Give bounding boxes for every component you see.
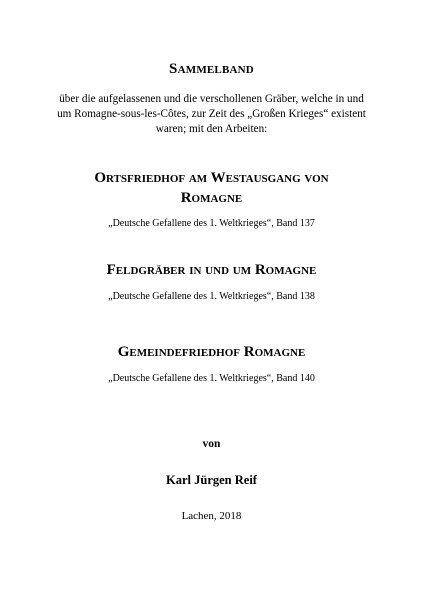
work-3-series: „Deutsche Gefallene des 1. Weltkrieges“, Band 140	[108, 373, 315, 384]
intro-line-2: um Romagne-sous-les-Côtes, zur Zeit des „Großen Krieges“ existent	[57, 108, 366, 120]
work-2-title: Feldgräber in und um Romagne	[106, 262, 317, 278]
intro-line-1: über die aufgelassenen und die verschollenen Gräber, welche in und	[59, 93, 364, 105]
work-2-series: „Deutsche Gefallene des 1. Weltkrieges“, Band 138	[108, 291, 315, 302]
work-1-title-line-2: Romagne	[180, 190, 243, 206]
work-1-series: „Deutsche Gefallene des 1. Weltkrieges“, Band 137	[108, 218, 315, 229]
collection-heading: Sammelband	[169, 61, 254, 77]
work-3-title: Gemeindefriedhof Romagne	[117, 344, 306, 360]
intro-line-3: waren; mit den Arbeiten:	[155, 123, 268, 135]
place-date: Lachen, 2018	[181, 510, 242, 522]
author-name: Karl Jürgen Reif	[166, 473, 257, 487]
work-1-title-line-1: Ortsfriedhof am Westausgang von	[94, 170, 329, 186]
by-label: von	[202, 438, 221, 450]
